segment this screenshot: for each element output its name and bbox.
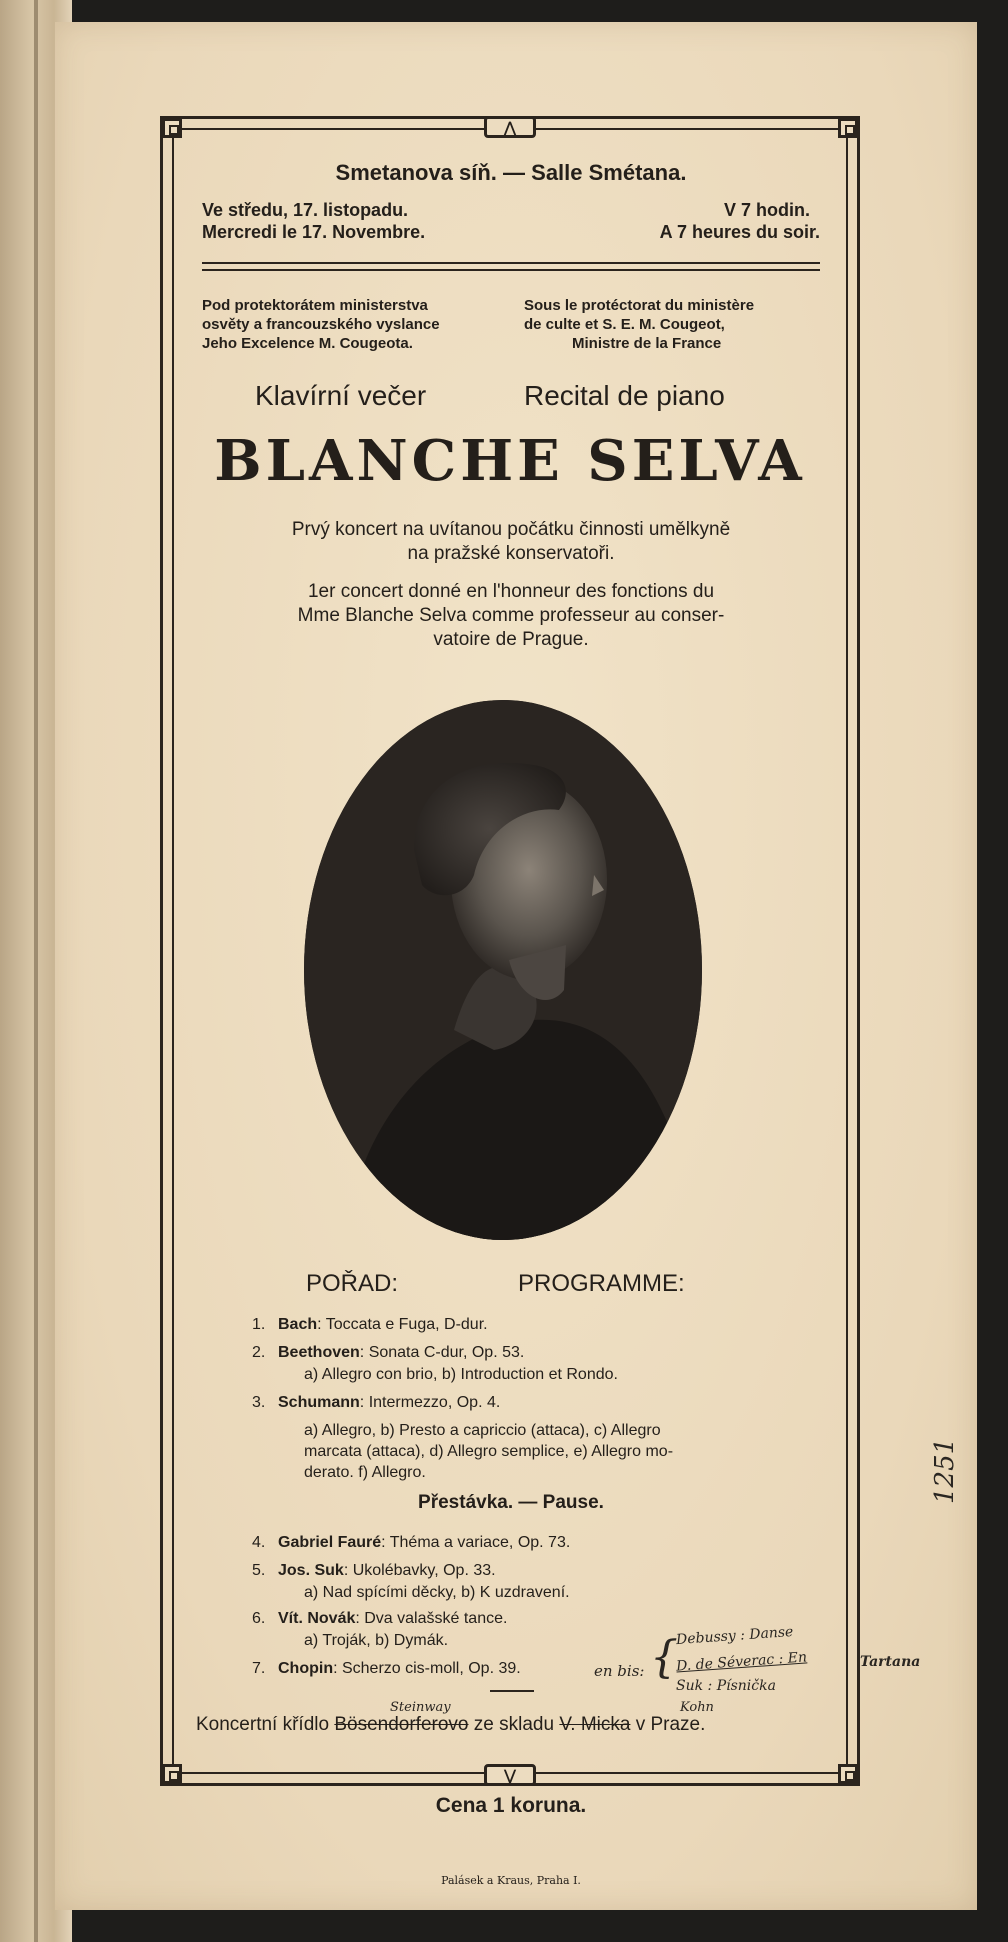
ticket-price: Cena 1 koruna. xyxy=(435,1794,587,1817)
piano-credit-suffix: v Praze. xyxy=(630,1714,706,1735)
artist-portrait xyxy=(304,700,702,1240)
patronage-cz-line: Pod protektorátem ministerstva xyxy=(202,297,428,314)
programme-item xyxy=(252,1610,507,1628)
time-czech: V 7 hodin. xyxy=(723,200,810,220)
item-work: : Dva valašské tance. xyxy=(355,1610,508,1627)
date-french: Mercredi le 17. Novembre. xyxy=(202,222,426,242)
handwritten-margin-note: Tartana xyxy=(860,1654,921,1670)
programme-item xyxy=(252,1394,500,1412)
item-number: 1. xyxy=(252,1316,266,1333)
header-divider xyxy=(202,262,820,271)
intro-fr-line: Mme Blanche Selva comme professeur au conser- xyxy=(297,605,725,626)
item-composer: Jos. Suk xyxy=(278,1562,344,1579)
bottom-ornament-icon: ⋁ xyxy=(484,1764,536,1786)
intro-cz-line: na pražské konservatoři. xyxy=(407,543,615,564)
handwritten-dealer: Kohn xyxy=(680,1700,714,1715)
intro-cz-line: Prvý koncert na uvítanou počátku činnosti umělkyně xyxy=(291,519,731,540)
item-work: : Ukolébavky, Op. 33. xyxy=(343,1562,496,1579)
item-composer: Beethoven xyxy=(278,1344,360,1361)
short-divider xyxy=(490,1690,534,1692)
time-french: A 7 heures du soir. xyxy=(659,222,820,242)
portrait-image xyxy=(304,700,702,1240)
handwritten-piano-brand: Steinway xyxy=(390,1700,451,1715)
programme-item xyxy=(252,1562,496,1580)
piano-credit xyxy=(196,1714,705,1736)
programme-item xyxy=(252,1316,488,1334)
subtitle-czech: Klavírní večer xyxy=(255,380,427,411)
item-composer: Schumann xyxy=(278,1394,360,1411)
item-composer: Bach xyxy=(278,1316,318,1333)
item-work: : Intermezzo, Op. 4. xyxy=(359,1394,501,1411)
item-number: 7. xyxy=(252,1660,266,1677)
piano-credit-middle: ze skladu xyxy=(468,1714,560,1735)
subtitle-french: Recital de piano xyxy=(524,380,725,411)
corner-ornament-icon xyxy=(162,118,182,138)
handwritten-encore-label: en bis: xyxy=(594,1662,645,1680)
item-number: 3. xyxy=(252,1394,266,1411)
programme-item-movements xyxy=(304,1420,673,1483)
programme-item xyxy=(252,1660,521,1678)
top-ornament-icon: ⋀ xyxy=(484,116,536,138)
venue-title: Smetanova síň. — Salle Smétana. xyxy=(335,160,687,185)
corner-ornament-icon xyxy=(838,1764,858,1784)
programme-heading-french: PROGRAMME: xyxy=(518,1270,685,1297)
item-number: 2. xyxy=(252,1344,266,1361)
item-composer: Gabriel Fauré xyxy=(278,1534,382,1551)
patronage-fr-line: de culte et S. E. M. Cougeot, xyxy=(524,316,725,333)
item-number: 5. xyxy=(252,1562,266,1579)
printer-credit: Palásek a Kraus, Praha I. xyxy=(441,1874,581,1887)
item-work: : Sonata C-dur, Op. 53. xyxy=(359,1344,525,1361)
patronage-french xyxy=(524,296,754,353)
item-work: : Scherzo cis-moll, Op. 39. xyxy=(333,1660,521,1677)
item-composer: Chopin xyxy=(278,1660,334,1677)
movement-line: derato. f) Allegro. xyxy=(304,1464,426,1481)
intro-fr-line: vatoire de Prague. xyxy=(433,629,589,650)
movement-line: marcata (attaca), d) Allegro semplice, e) Allegro mo- xyxy=(304,1443,674,1460)
programme-item-movements: a) Nad spícími děcky, b) K uzdravení. xyxy=(304,1584,570,1601)
piano-credit-prefix: Koncertní křídlo xyxy=(196,1714,335,1735)
item-number: 6. xyxy=(252,1610,266,1627)
programme-item-movements: a) Troják, b) Dymák. xyxy=(304,1632,449,1649)
patronage-fr-line: Ministre de la France xyxy=(572,335,722,352)
corner-ornament-icon xyxy=(838,118,858,138)
movement-line: a) Allegro, b) Presto a capriccio (attaca), c) Allegro xyxy=(304,1422,661,1439)
handwritten-encore: Suk : Písnička xyxy=(676,1678,776,1694)
item-work: : Toccata e Fuga, D-dur. xyxy=(317,1316,488,1333)
dealer-struck: V. Micka xyxy=(559,1714,631,1735)
binding-edge xyxy=(34,0,38,1942)
brace-icon: { xyxy=(650,1632,678,1683)
piano-credit-struck: Bösendorferovo xyxy=(334,1714,469,1735)
date-czech: Ve středu, 17. listopadu. xyxy=(202,200,409,220)
programme-item-movements: a) Allegro con brio, b) Introduction et Rondo. xyxy=(304,1366,618,1383)
intro-fr-line: 1er concert donné en l'honneur des fonctions du xyxy=(307,581,715,602)
handwritten-encore: D. de Séverac : En xyxy=(675,1649,808,1675)
artist-name: BLANCHE SELVA xyxy=(214,428,806,494)
intro-french xyxy=(202,580,820,652)
patronage-cz-line: Jeho Excelence M. Cougeota. xyxy=(202,335,413,352)
corner-ornament-icon xyxy=(162,1764,182,1784)
intermission-label: Přestávka. — Pause. xyxy=(418,1492,604,1513)
handwritten-encore: Debussy : Danse xyxy=(675,1623,794,1649)
intro-czech xyxy=(202,518,820,566)
patronage-cz-line: osvěty a francouzského vyslance xyxy=(202,316,440,333)
patronage-fr-line: Sous le protéctorat du ministère xyxy=(524,297,755,314)
item-number: 4. xyxy=(252,1534,266,1551)
patronage-czech xyxy=(202,296,440,353)
programme-item xyxy=(252,1344,524,1362)
programme-item xyxy=(252,1534,570,1552)
item-work: : Théma a variace, Op. 73. xyxy=(381,1534,571,1551)
item-composer: Vít. Novák xyxy=(278,1610,356,1627)
handwritten-catalog-number: 1251 xyxy=(930,1437,960,1504)
programme-heading-czech: POŘAD: xyxy=(306,1270,399,1297)
